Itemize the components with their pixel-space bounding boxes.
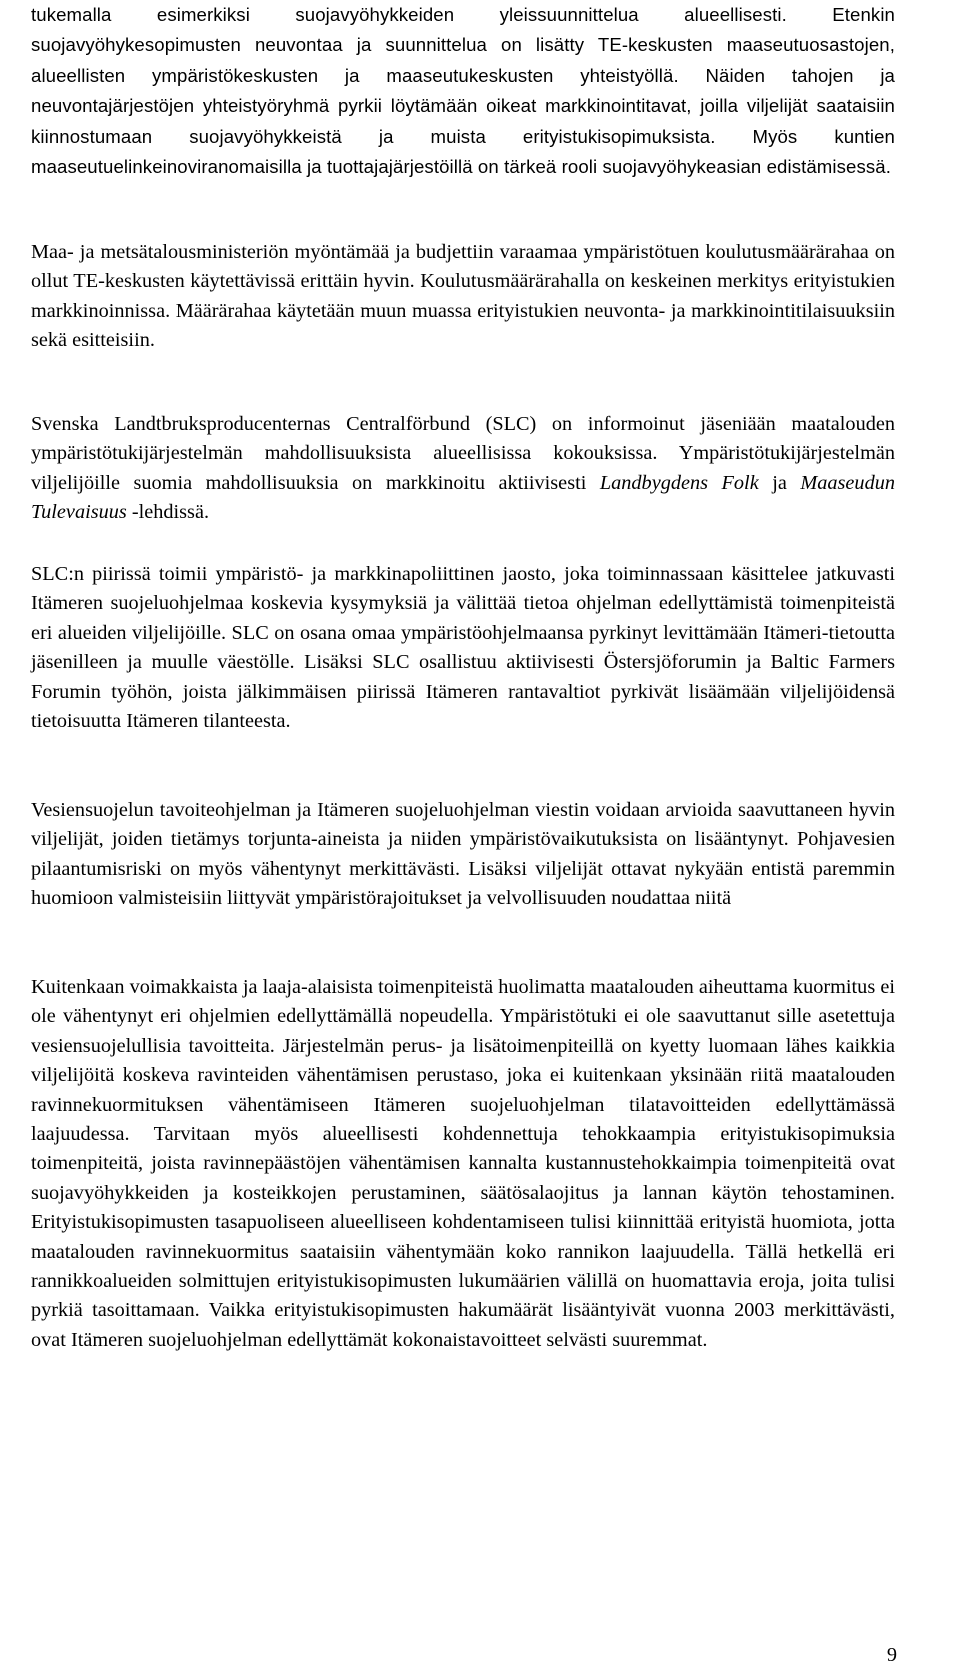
paragraph-1-text: tukemalla esimerkiksi suojavyöhykkeiden yleissuunnittelua alueellisesti. Etenkin suojavyöhykesopimusten neuvontaa ja suunnittelua on lisätty TE-keskusten maaseutuosastojen, alueellisten ympäristökeskusten ja maaseutukeskusten yhteistyöllä. Näiden tahojen ja neuvontajärjestöjen yhteistyöryhmä pyrkii löytämään oikeat markkinointitavat, joilla viljelijät saataisiin kiinnostumaan suojavyöhykkeistä ja muista erityistukisopimuksista. Myös kuntien maaseutuelinkeinoviranomaisilla ja tuottajajärjestöillä on tärkeä rooli suojavyöhykeasian edistämisessä. [31, 4, 895, 178]
paragraph-1 [31, 0, 895, 182]
paragraph-5: Vesiensuojelun tavoiteohjelman ja Itämeren suojeluohjelman viestin voidaan arvioida saavuttaneen hyvin viljelijät, joiden tietämys torjunta-aineista ja niiden ympäristövaikutuksista on lisääntynyt. Pohjavesien pilaantumisriski on myös vähentynyt merkittävästi. Lisäksi viljelijät ottavat nykyään entistä paremmin huomioon valmisteisiin liittyvät ympäristörajoitukset ja velvollisuuden noudattaa niitä [31, 799, 895, 910]
paragraph-6: Kuitenkaan voimakkaista ja laaja-alaisista toimenpiteistä huolimatta maatalouden aiheuttama kuormitus ei ole vähentynyt eri ohjelmien edellyttämällä nopeudella. Ympäristötuki ei ole saavuttanut sille asetettuja vesiensuojelullisia tavoitteita. Järjestelmän perus- ja lisätoimenpiteillä on kyetty luomaan lähes kaikkia viljelijöitä koskeva ravinteiden vähentämisen perustaso, joka ei kuitenkaan yksinään riitä maatalouden ravinnekuormituksen vähentämiseen Itämeren suojeluohjelman tilatavoitteiden edellyttämässä laajuudessa. Tarvitaan myös alueellisesti kohdennettuja tehokkaampia erityistukisopimuksia toimenpiteitä, joista ravinnepäästöjen vähentämisen kannalta kustannustehokkaimpia toimenpiteitä ovat suojavyöhykkeiden ja kosteikkojen perustaminen, säätösalaojitus ja lannan käytön tehostaminen. Erityistukisopimusten tasapuoliseen alueelliseen kohdentamiseen tulisi kiinnittää erityistä huomiota, jotta maatalouden ravinnekuormitus saataisiin vähentymään koko rannikon laajuudella. Tällä hetkellä eri rannikkoalueiden solmittujen erityistukisopimusten lukumäärien välillä on huomattavia eroja, joita tulisi pyrkiä tasoittamaan. Vaikka erityistukisopimusten hakumäärät lisääntyivät vuonna 2003 merkittävästi, ovat Itämeren suojeluohjelman edellyttämät kokonaistavoitteet selvästi suuremmat. [31, 976, 895, 1351]
publication-title-maaseudun-tulevaisuus: Maaseudun Tulevaisuus [31, 471, 895, 524]
paragraph-3 [31, 410, 895, 528]
paragraph-2: Maa- ja metsätalousministeriön myöntämää ja budjettiin varaamaa ympäristötuen koulutusmäärärahaa on ollut TE-keskusten käytettävissä erittäin hyvin. Koulutusmäärärahalla on keskeinen merkitys erityistukien markkinoinnissa. Määrärahaa käytetään muun muassa erityistukien neuvonta- ja markkinointitilaisuuksiin sekä esitteisiin. [31, 241, 895, 352]
paragraph-3-text-after: -lehdissä. [126, 501, 210, 524]
paragraph-3-text-before: Svenska Landtbruksproducenternas Centralförbund (SLC) on informoinut jäseniään maatalouden ympäristötukijärjestelmän mahdollisuuksista alueellisissa kokouksissa. Ympäristötukijärjestelmän viljelijöille suomia mahdollisuuksia on markkinoitu aktiivisesti [31, 413, 895, 494]
paragraph-4: SLC:n piirissä toimii ympäristö- ja markkinapoliittinen jaosto, joka toiminnassaan käsittelee jatkuvasti Itämeren suojeluohjelmaa koskevia kysymyksiä ja välittää tietoa ohjelman edellyttämistä toimenpiteistä eri alueiden viljelijöille. SLC on osana omaa ympäristöohjelmaansa pyrkinyt levittämään Itämeri-tietoutta jäsenilleen ja muulle väestölle. Lisäksi SLC osallistuu aktiivisesti Östersjöforumin ja Baltic Farmers Forumin työhön, joista jälkimmäisen piirissä Itämeren rantavaltiot pyrkivät lisäämään viljelijöidensä tietoisuutta Itämeren tilanteesta. [31, 563, 895, 733]
paragraph-3-text-middle: ja [758, 471, 801, 494]
publication-title-landbygdens-folk: Landbygdens Folk [599, 471, 759, 494]
page-number: 9 [886, 1644, 897, 1666]
